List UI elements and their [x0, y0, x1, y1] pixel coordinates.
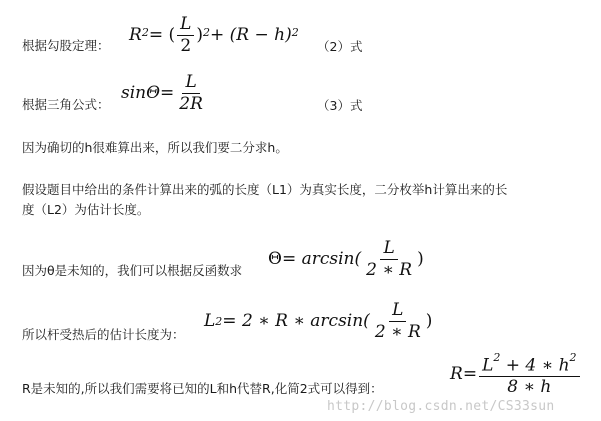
trig-label: 根据三角公式： — [22, 97, 110, 112]
csdn-watermark: http://blog.csdn.net/CS33sun — [327, 399, 555, 414]
f5-denominator: 8 ∗ h — [507, 377, 552, 398]
f5-eq: = — [462, 364, 478, 384]
f1-lhs-exp: 2 — [141, 26, 149, 40]
f1-rhs: + (R − h) — [210, 25, 292, 45]
f5-num-b-exp: 2 — [569, 351, 577, 365]
f4-lhs: L — [204, 311, 216, 331]
f3-lhs: Θ — [268, 249, 282, 269]
theta-label: 因为θ是未知的，我们可以根据反函数求 — [22, 263, 243, 278]
f1-denominator: 2 — [180, 35, 192, 56]
f3-denominator: 2 ∗ R — [366, 259, 413, 280]
f1-eq: = ( — [148, 25, 176, 45]
l2-formula — [204, 298, 432, 344]
f3-eq: = arcsin( — [281, 249, 362, 269]
f4-eq: = 2 ∗ R ∗ arcsin( — [222, 311, 370, 331]
equation-number-2: （2）式 — [317, 39, 363, 54]
assumption-text-line1: 假设题目中给出的条件计算出来的弧的长度（L1）为真实长度，二分枚举h计算出来的长 — [22, 182, 508, 197]
pythagoras-label: 根据勾股定理： — [22, 38, 110, 53]
f2-denominator: 2R — [179, 93, 203, 114]
f3-fraction — [363, 239, 415, 280]
f4-numerator: L — [389, 301, 406, 322]
f4-fraction — [372, 301, 424, 342]
f1-mid-exp: 2 — [203, 26, 211, 40]
r-formula — [450, 350, 582, 398]
f2-eq: = — [160, 83, 175, 103]
f1-fraction — [177, 15, 194, 56]
f5-num-a-exp: 2 — [493, 351, 501, 365]
pythagoras-formula — [129, 12, 299, 58]
l2-label: 所以杆受热后的估计长度为： — [22, 327, 185, 342]
r-label: R是未知的,所以我们需要将已知的L和h代替R,化简2式可以得到： — [22, 381, 383, 396]
f1-lhs: R — [129, 25, 142, 45]
bisect-reason-text: 因为确切的h很难算出来，所以我们要二分求h。 — [22, 140, 288, 155]
f4-close: ) — [425, 311, 433, 331]
f2-lhs: sinΘ — [121, 83, 161, 103]
assumption-text-line2: 度（L2）为估计长度。 — [22, 202, 150, 217]
trig-formula — [121, 70, 208, 116]
f4-lhs-sub: 2 — [215, 314, 223, 328]
f5-numerator — [479, 351, 579, 378]
f3-close: ) — [417, 249, 424, 269]
f5-num-b: + 4 ∗ h — [500, 355, 570, 376]
f4-denominator: 2 ∗ R — [374, 321, 421, 342]
f5-fraction — [479, 351, 579, 398]
f5-num-a: L — [482, 355, 494, 376]
f1-rhs-exp: 2 — [291, 26, 299, 40]
f2-fraction — [176, 73, 206, 114]
equation-number-3: （3）式 — [317, 98, 363, 113]
theta-formula — [268, 236, 424, 282]
f3-numerator: L — [380, 239, 397, 260]
f2-numerator: L — [182, 73, 199, 94]
f1-close: ) — [196, 25, 204, 45]
f1-numerator: L — [177, 15, 194, 36]
f5-lhs: R — [450, 364, 463, 384]
